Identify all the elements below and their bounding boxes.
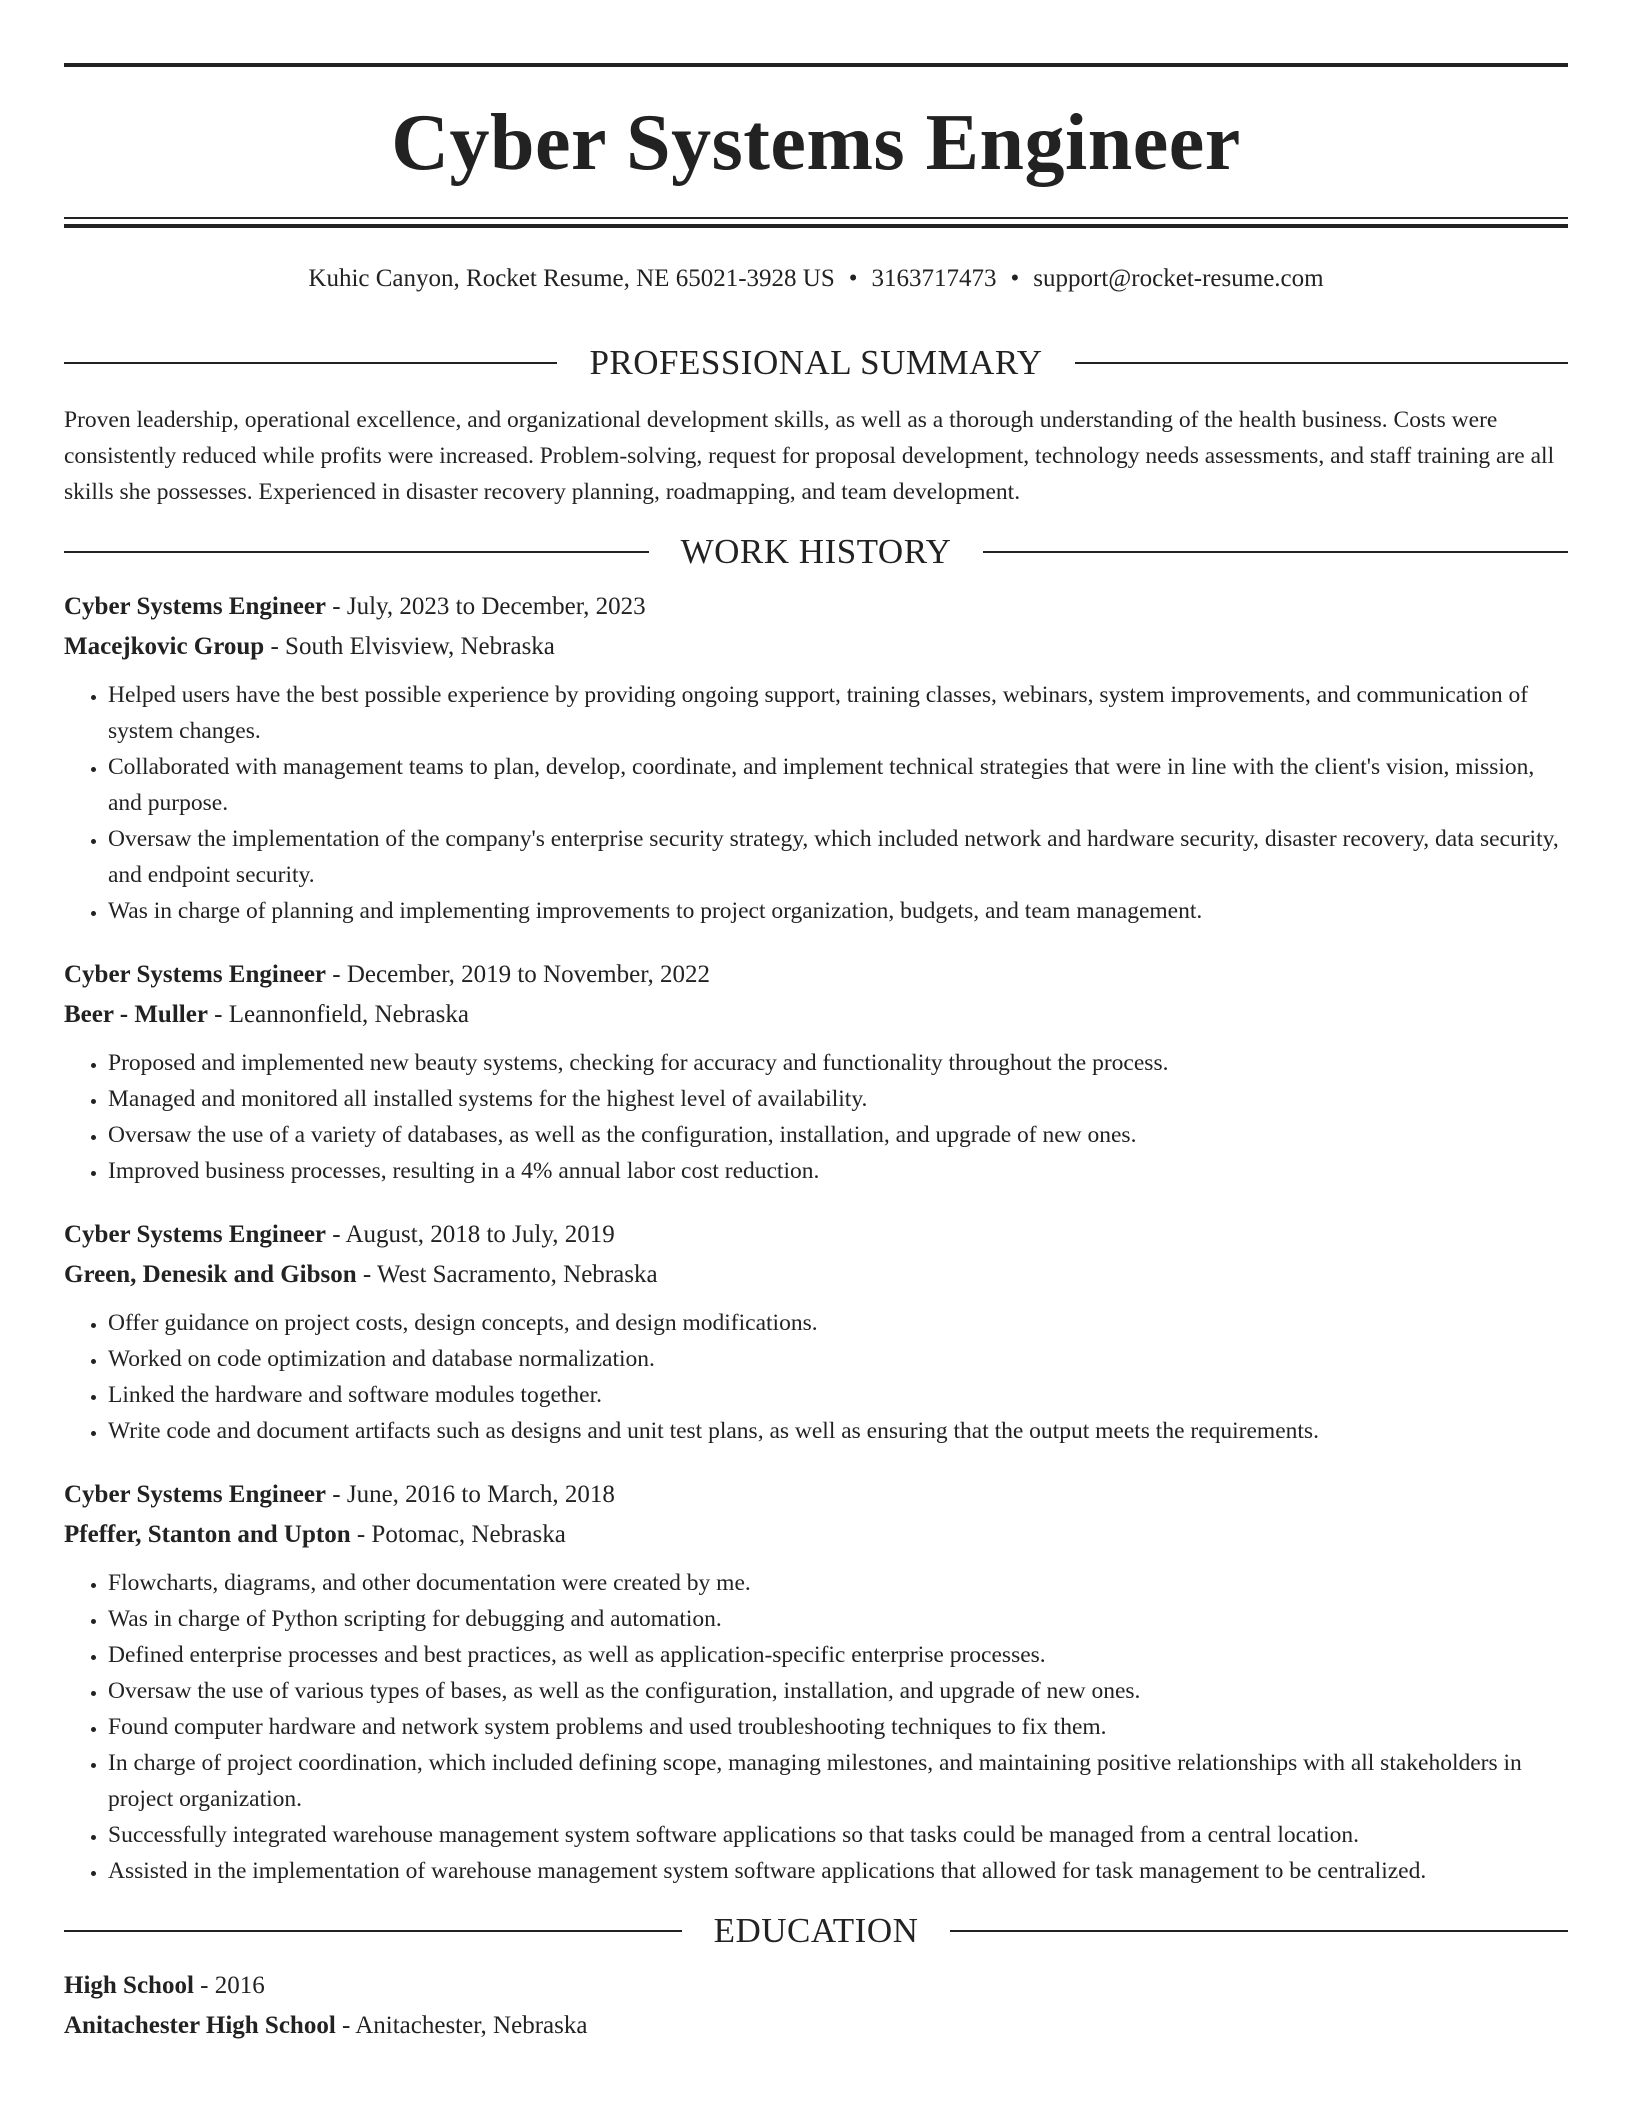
- school-line: [64, 2006, 1568, 2046]
- contact-separator: •: [1010, 265, 1020, 292]
- job-entry: [64, 1215, 1568, 1449]
- heading-rule-left: [64, 1930, 682, 1932]
- list-item: • Flowcharts, diagrams, and other documentation were created by me.: [108, 1565, 1568, 1601]
- list-item: • Collaborated with management teams to plan, develop, coordinate, and implement technical strategies that were in line with the client's vision, mission, and purpose.: [108, 749, 1568, 821]
- job-company: Green, Denesik and Gibson: [64, 1261, 357, 1288]
- job-title-line: [64, 955, 1568, 995]
- header-top-rule: [64, 63, 1568, 67]
- summary-text: Proven leadership, operational excellence, and organizational development skills, as well as a thorough understanding of the health business. Costs were consistently reduced while profits were increased. Problem-solving, request for proposal development, technology needs assessments, and staff training are all skills she possesses. Experienced in disaster recovery planning, roadmapping, and team development.: [64, 407, 1555, 505]
- list-item: • Oversaw the implementation of the company's enterprise security strategy, which included network and hardware security, disaster recovery, data security, and endpoint security.: [108, 821, 1568, 893]
- degree-year: - 2016: [193, 1972, 265, 1999]
- work-heading-row: [64, 534, 1568, 569]
- job-company-line: [64, 995, 1568, 1035]
- header-bottom-rule-2: [64, 224, 1568, 228]
- list-item: • Managed and monitored all installed systems for the highest level of availability.: [108, 1081, 1568, 1117]
- job-location: - West Sacramento, Nebraska: [356, 1261, 658, 1288]
- education-heading: EDUCATION: [713, 1911, 919, 1950]
- list-item: • In charge of project coordination, which included defining scope, managing milestones, and maintaining positive relationships with all stakeholders in project organization.: [108, 1745, 1568, 1817]
- list-item: • Was in charge of planning and implementing improvements to project organization, budgets, and team management.: [108, 893, 1568, 929]
- heading-rule-left: [64, 551, 649, 553]
- list-item: • Assisted in the implementation of warehouse management system software applications that allowed for task management to be centralized.: [108, 1853, 1568, 1889]
- job-title-line: [64, 1475, 1568, 1515]
- school-location: - Anitachester, Nebraska: [335, 2012, 588, 2039]
- job-entry: [64, 1475, 1568, 1889]
- job-company: Pfeffer, Stanton and Upton: [64, 1521, 351, 1548]
- work-heading: WORK HISTORY: [680, 532, 952, 571]
- job-bullets: [64, 677, 1568, 929]
- education-entry: [64, 1966, 1568, 2046]
- header-bottom-rule-1: [64, 217, 1568, 219]
- heading-rule-right: [983, 551, 1568, 553]
- job-dates: - August, 2018 to July, 2019: [326, 1221, 615, 1248]
- job-company-line: [64, 1515, 1568, 1555]
- list-item: • Improved business processes, resulting in a 4% annual labor cost reduction.: [108, 1153, 1568, 1189]
- job-company: Beer - Muller: [64, 1001, 208, 1028]
- job-bullets: [64, 1305, 1568, 1449]
- contact-separator: •: [848, 265, 858, 292]
- summary-heading-row: [64, 345, 1568, 380]
- job-location: - Potomac, Nebraska: [350, 1521, 566, 1548]
- resume-page: [64, 0, 1568, 2046]
- list-item: • Write code and document artifacts such as designs and unit test plans, as well as ensuring that the output meets the requirements.: [108, 1413, 1568, 1449]
- list-item: • Found computer hardware and network system problems and used troubleshooting techniques to fix them.: [108, 1709, 1568, 1745]
- job-dates: - July, 2023 to December, 2023: [326, 593, 646, 620]
- contact-address: Kuhic Canyon, Rocket Resume, NE 65021-3928 US: [308, 265, 835, 292]
- job-company: Macejkovic Group: [64, 633, 265, 660]
- list-item: • Worked on code optimization and database normalization.: [108, 1341, 1568, 1377]
- job-bullets: [64, 1045, 1568, 1189]
- job-title: Cyber Systems Engineer: [64, 1221, 327, 1248]
- job-entry: [64, 955, 1568, 1189]
- contact-line: [64, 266, 1568, 291]
- job-title: Cyber Systems Engineer: [64, 593, 327, 620]
- degree-line: [64, 1966, 1568, 2006]
- job-title: Cyber Systems Engineer: [64, 961, 327, 988]
- school-name: Anitachester High School: [64, 2012, 336, 2039]
- job-dates: - June, 2016 to March, 2018: [326, 1481, 615, 1508]
- job-dates: - December, 2019 to November, 2022: [326, 961, 711, 988]
- heading-rule-left: [64, 362, 557, 364]
- list-item: • Helped users have the best possible experience by providing ongoing support, training classes, webinars, system improvements, and communication of system changes.: [108, 677, 1568, 749]
- contact-email[interactable]: support@rocket-resume.com: [1033, 265, 1324, 292]
- job-company-line: [64, 627, 1568, 667]
- job-company-line: [64, 1255, 1568, 1295]
- list-item: • Linked the hardware and software modules together.: [108, 1377, 1568, 1413]
- job-location: - South Elvisview, Nebraska: [264, 633, 555, 660]
- job-title-line: [64, 587, 1568, 627]
- heading-rule-right: [950, 1930, 1568, 1932]
- job-title: Cyber Systems Engineer: [64, 1481, 327, 1508]
- list-item: • Was in charge of Python scripting for debugging and automation.: [108, 1601, 1568, 1637]
- list-item: • Oversaw the use of a variety of databases, as well as the configuration, installation, and upgrade of new ones.: [108, 1117, 1568, 1153]
- summary-heading: PROFESSIONAL SUMMARY: [589, 343, 1043, 382]
- job-location: - Leannonfield, Nebraska: [207, 1001, 469, 1028]
- list-item: • Successfully integrated warehouse management system software applications so that tasks could be managed from a central location.: [108, 1817, 1568, 1853]
- degree: High School: [64, 1972, 194, 1999]
- job-title-line: [64, 1215, 1568, 1255]
- heading-rule-right: [1075, 362, 1568, 364]
- list-item: • Oversaw the use of various types of bases, as well as the configuration, installation, and upgrade of new ones.: [108, 1673, 1568, 1709]
- job-entry: [64, 587, 1568, 929]
- contact-phone[interactable]: 3163717473: [871, 265, 997, 292]
- page-title: Cyber Systems Engineer: [391, 99, 1241, 187]
- list-item: • Defined enterprise processes and best practices, as well as application-specific enterprise processes.: [108, 1637, 1568, 1673]
- list-item: • Offer guidance on project costs, design concepts, and design modifications.: [108, 1305, 1568, 1341]
- list-item: • Proposed and implemented new beauty systems, checking for accuracy and functionality throughout the process.: [108, 1045, 1568, 1081]
- education-heading-row: [64, 1913, 1568, 1948]
- job-bullets: [64, 1565, 1568, 1889]
